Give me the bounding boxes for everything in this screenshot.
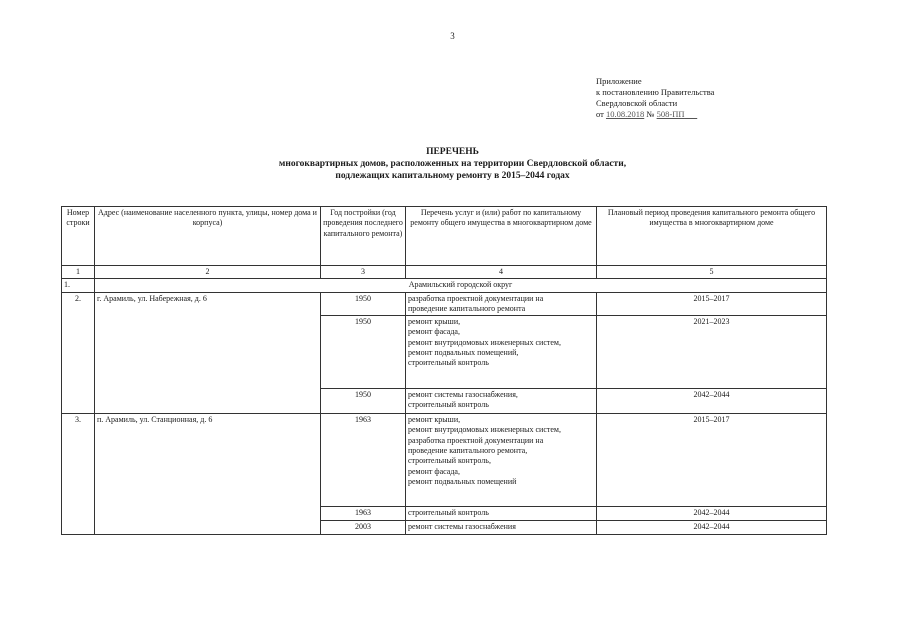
header-row-number: Номер строки xyxy=(62,207,95,266)
approval-line-2: к постановлению Правительства xyxy=(596,87,715,97)
document-title xyxy=(0,146,905,182)
row-period: 2021–2023 xyxy=(597,316,827,389)
row-works xyxy=(406,316,597,389)
row-year: 1950 xyxy=(321,316,406,389)
work-item: ремонт крыши, xyxy=(408,317,461,327)
header-works: Перечень услуг и (или) работ по капитальному ремонту общего имущества в многоквартирном доме xyxy=(406,207,597,266)
work-item: строительный контроль xyxy=(408,400,489,410)
row-period: 2015–2017 xyxy=(597,292,827,316)
page-number: 3 xyxy=(450,31,455,41)
row-number: 3. xyxy=(62,414,95,535)
row-works xyxy=(406,414,597,507)
table-header-row xyxy=(62,207,827,266)
work-item: ремонт подвальных помещений, xyxy=(408,348,519,358)
column-number: 3 xyxy=(321,266,406,279)
column-number: 1 xyxy=(62,266,95,279)
row-year: 1963 xyxy=(321,507,406,521)
table-body xyxy=(62,279,827,535)
row-year: 2003 xyxy=(321,521,406,535)
row-works xyxy=(406,292,597,316)
work-item: разработка проектной документации на xyxy=(408,435,544,445)
header-address: Адрес (наименование населенного пункта, улицы, номер дома и корпуса) xyxy=(95,207,321,266)
table-row xyxy=(62,292,827,316)
column-number-row xyxy=(62,266,827,279)
row-works xyxy=(406,521,597,535)
title-heading: ПЕРЕЧЕНЬ xyxy=(426,147,479,157)
row-period: 2042–2044 xyxy=(597,507,827,521)
approval-date-prefix: от xyxy=(596,109,604,119)
approval-block xyxy=(596,76,714,120)
column-number: 2 xyxy=(95,266,321,279)
row-period: 2042–2044 xyxy=(597,389,827,414)
row-year: 1950 xyxy=(321,389,406,414)
work-item: ремонт системы газоснабжения, xyxy=(408,390,518,400)
approval-number: 508-ПП xyxy=(656,109,685,119)
approval-number-prefix: № xyxy=(646,109,655,119)
approval-date-line xyxy=(596,109,714,120)
title-line-2: многоквартирных домов, расположенных на территории Свердловской области, xyxy=(278,159,627,169)
section-number: 1. xyxy=(62,279,95,292)
work-item: проведение капитального ремонта xyxy=(408,303,526,313)
row-address: г. Арамиль, ул. Набережная, д. 6 xyxy=(95,292,321,414)
work-item: ремонт подвальных помещений xyxy=(408,476,517,486)
approval-line-1: Приложение xyxy=(596,76,642,86)
work-item: строительный контроль, xyxy=(408,456,491,466)
row-address: п. Арамиль, ул. Станционная, д. 6 xyxy=(95,414,321,535)
work-item: строительный контроль xyxy=(408,508,489,518)
title-line-3: подлежащих капитальному ремонту в 2015–2044 годах xyxy=(335,171,570,181)
work-item: разработка проектной документации на xyxy=(408,293,544,303)
header-year: Год постройки (год проведения последнего капитального ремонта) xyxy=(321,207,406,266)
section-name: Арамильский городской округ xyxy=(95,279,827,292)
approval-date: 10.08.2018 xyxy=(605,109,645,119)
table-row xyxy=(62,414,827,507)
work-item: ремонт крыши, xyxy=(408,415,461,425)
row-works xyxy=(406,507,597,521)
work-item: ремонт фасада, xyxy=(408,327,460,337)
work-item: ремонт внутридомовых инженерных систем, xyxy=(408,337,561,347)
row-year: 1963 xyxy=(321,414,406,507)
header-period: Плановый период проведения капитального ремонта общего имущества в многоквартирном доме xyxy=(597,207,827,266)
row-period: 2042–2044 xyxy=(597,521,827,535)
work-item: ремонт фасада, xyxy=(408,466,460,476)
column-number: 5 xyxy=(597,266,827,279)
work-item: ремонт системы газоснабжения xyxy=(408,522,516,532)
row-period: 2015–2017 xyxy=(597,414,827,507)
row-year: 1950 xyxy=(321,292,406,316)
work-item: ремонт внутридомовых инженерных систем, xyxy=(408,425,561,435)
buildings-table xyxy=(61,206,827,535)
section-row xyxy=(62,279,827,292)
column-number: 4 xyxy=(406,266,597,279)
work-item: строительный контроль xyxy=(408,358,489,368)
row-number: 2. xyxy=(62,292,95,414)
approval-line-3: Свердловской области xyxy=(596,98,678,108)
work-item: проведение капитального ремонта, xyxy=(408,446,528,456)
row-works xyxy=(406,389,597,414)
